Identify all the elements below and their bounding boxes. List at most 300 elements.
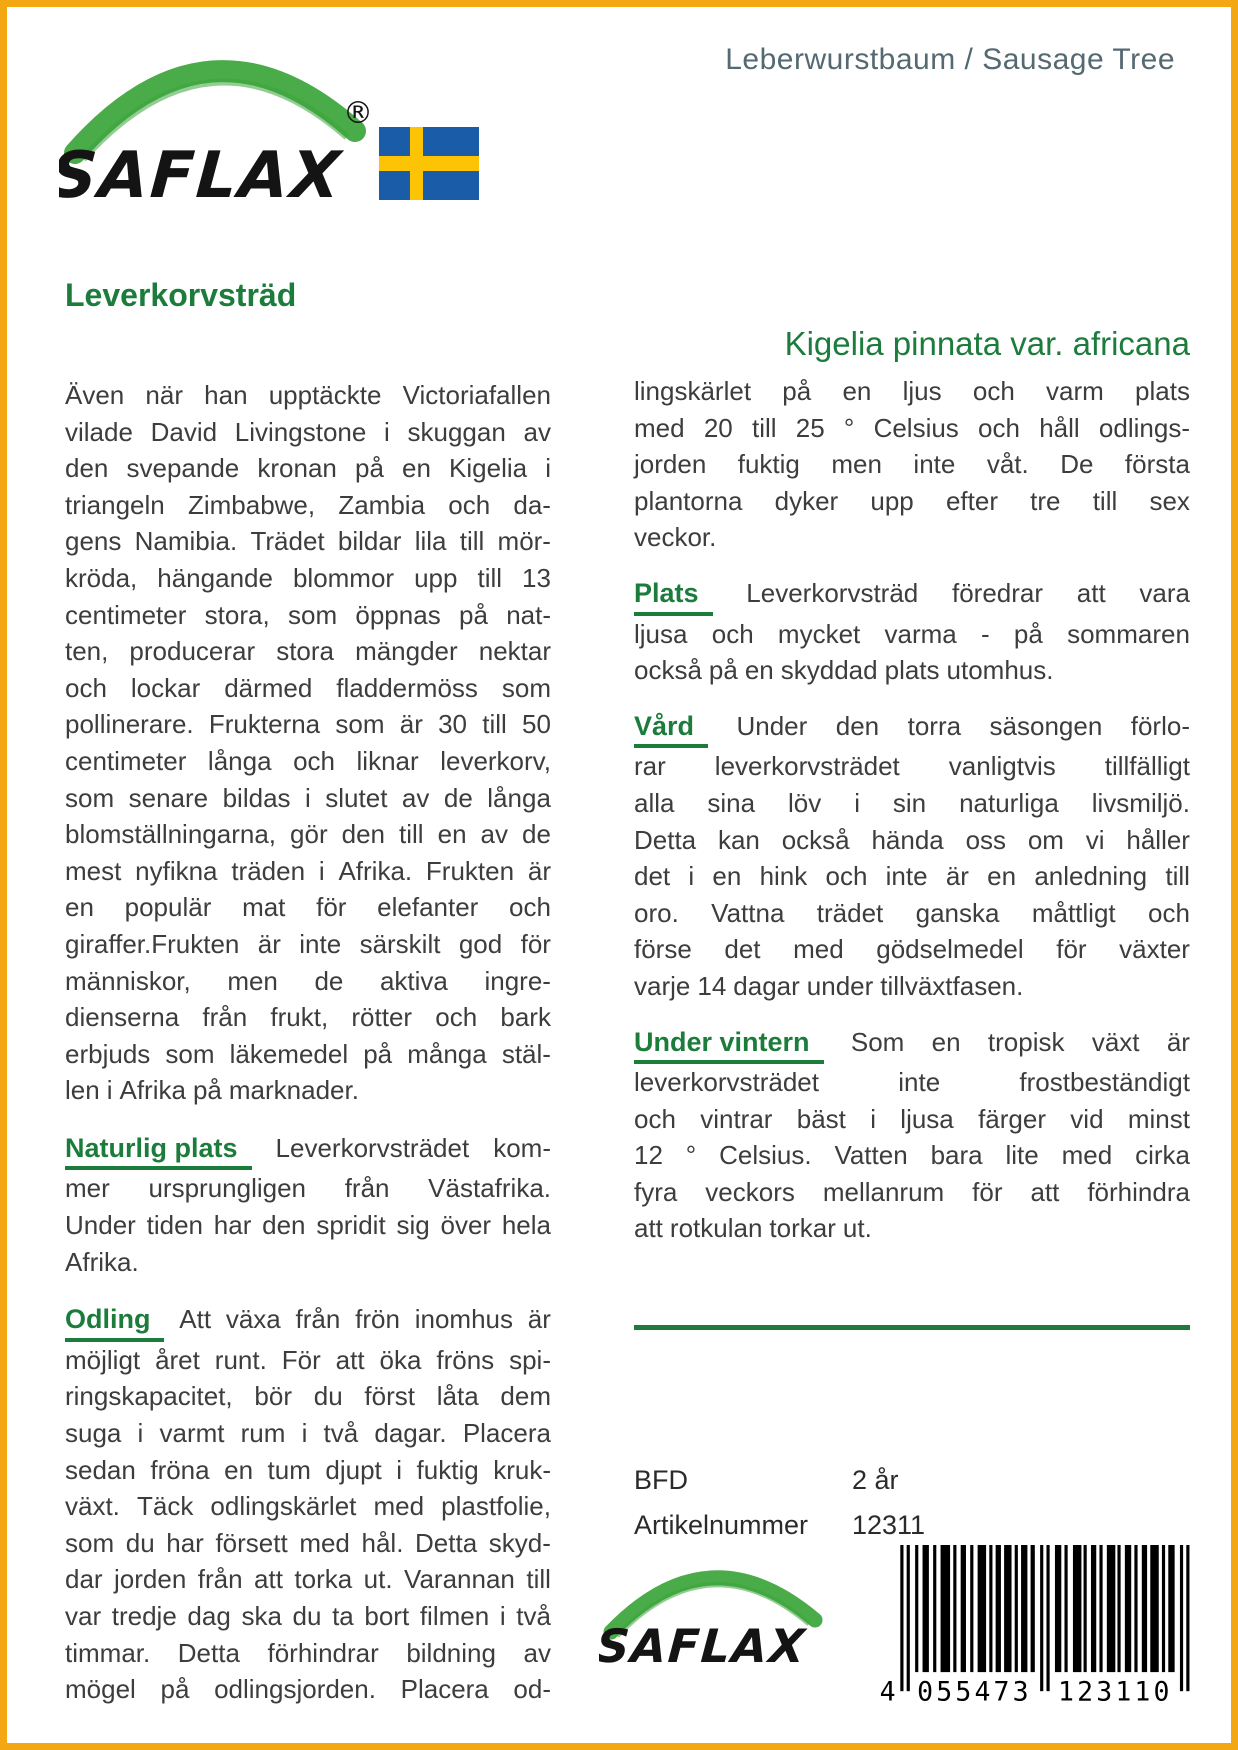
word: vanligtvis <box>948 751 1056 782</box>
word: Placera <box>400 1674 489 1705</box>
artikelnummer-value: 12311 <box>852 1510 926 1540</box>
word: populär <box>124 892 212 923</box>
word: löv <box>788 787 822 818</box>
text-line <box>65 633 551 670</box>
word: var <box>65 1601 102 1631</box>
word: mängder <box>355 636 458 667</box>
word: sommaren <box>1067 618 1190 649</box>
word: en <box>437 819 467 850</box>
word: på <box>354 453 384 484</box>
section-heading: Odling <box>65 1301 164 1342</box>
word: i <box>396 1454 403 1485</box>
text-line <box>65 1452 551 1489</box>
word: spi- <box>509 1344 551 1375</box>
word: håller <box>1126 824 1190 855</box>
word: är <box>527 1304 551 1335</box>
word: len <box>65 1075 100 1106</box>
word: gödselmedel <box>876 934 1024 965</box>
word: Leverkorvsträd <box>746 577 919 608</box>
word: till <box>1092 485 1118 516</box>
word: ten, <box>65 636 109 667</box>
word: da- <box>513 489 551 520</box>
saflax-logo-graphic <box>59 31 374 209</box>
word: måttligt <box>1031 897 1116 928</box>
word: varm <box>1046 376 1104 406</box>
word: en <box>842 376 872 406</box>
text-line <box>65 487 551 524</box>
word: giraffer.Frukten <box>65 928 240 959</box>
word: för <box>316 892 347 923</box>
word: naturliga <box>959 787 1059 818</box>
word: runt. <box>214 1344 267 1375</box>
text-line <box>634 483 1190 520</box>
word: tiden <box>146 1210 203 1241</box>
word: kronan <box>257 453 337 484</box>
word: Kigelia <box>449 453 528 484</box>
word: Även <box>65 380 125 410</box>
word: läkemedel <box>229 1038 349 1069</box>
word: bara <box>930 1140 983 1171</box>
word: leverkorv, <box>440 745 551 776</box>
word: och <box>1148 897 1190 928</box>
word: också <box>634 655 702 686</box>
word: frukt, <box>270 1002 329 1033</box>
word: i <box>318 855 325 886</box>
text-line <box>65 1072 551 1109</box>
saflax-footer-logo-graphic <box>599 1552 824 1670</box>
word: plantorna <box>634 485 743 516</box>
word: inte <box>299 928 342 959</box>
word: vintrar <box>700 1103 773 1134</box>
text-line <box>65 670 551 707</box>
word: oss <box>965 824 1007 855</box>
word: på <box>708 655 738 686</box>
word: anledning <box>1034 861 1148 892</box>
word: fyra <box>634 1176 678 1207</box>
word: pollinerare. <box>65 709 194 740</box>
word: första <box>1124 449 1190 480</box>
word: det <box>724 934 761 965</box>
word: växter <box>1119 934 1190 965</box>
word: ta <box>332 1601 354 1631</box>
word: den <box>65 453 109 484</box>
word: Afrika <box>119 1075 186 1106</box>
sweden-flag-icon <box>379 127 479 200</box>
word: i <box>499 1601 506 1631</box>
word: Vattna <box>711 897 785 928</box>
text-line <box>634 652 1190 689</box>
word: Celsius. <box>719 1140 812 1171</box>
word: som <box>165 1038 215 1069</box>
word: växt. <box>65 1491 120 1522</box>
section-vard <box>634 708 1190 1005</box>
word: långa <box>487 782 551 813</box>
text-line <box>65 780 551 817</box>
word: är <box>945 861 969 892</box>
section-heading: Naturlig plats <box>65 1130 252 1171</box>
word: dienserna <box>65 1002 180 1033</box>
text-line <box>65 743 551 780</box>
word: växt <box>1091 1026 1140 1057</box>
word: rar <box>634 751 666 782</box>
bfd-value: 2 år <box>852 1465 899 1495</box>
word: i <box>106 1075 113 1106</box>
word: blomställningarna, <box>65 819 277 850</box>
barcode-bars <box>900 1545 1189 1691</box>
word: också <box>781 824 850 855</box>
section-heading: Plats <box>634 575 713 616</box>
text-line <box>65 523 551 560</box>
word: den <box>341 819 386 850</box>
word: blommor <box>292 562 395 593</box>
word: han <box>204 380 248 410</box>
text-line <box>65 1415 551 1452</box>
word: liknar <box>356 745 419 776</box>
word: i <box>870 1103 876 1134</box>
word: om <box>1027 824 1064 855</box>
word: filmen <box>419 1601 490 1631</box>
word: har <box>166 1527 204 1558</box>
word: Att <box>179 1304 212 1335</box>
word: För <box>281 1344 321 1375</box>
intro-paragraph <box>65 377 551 1109</box>
word: upp <box>870 485 914 516</box>
word: oro. <box>634 897 679 928</box>
word: det <box>634 861 671 892</box>
word: två <box>516 1601 551 1631</box>
word: ursprungligen <box>148 1173 307 1204</box>
word: håll <box>1039 412 1080 443</box>
word: förhindra <box>1087 1176 1190 1207</box>
word: sig <box>396 1210 430 1241</box>
text-line <box>634 1064 1190 1101</box>
word: är <box>399 709 423 740</box>
word: centimeter <box>65 745 187 776</box>
word: - <box>981 618 990 649</box>
word: med <box>299 1527 350 1558</box>
word: kom- <box>493 1132 551 1163</box>
word: 50 <box>522 709 551 740</box>
section-heading: Vård <box>634 708 708 749</box>
text-line <box>65 926 551 963</box>
divider-rule <box>634 1325 1190 1330</box>
word: alla <box>634 787 675 818</box>
word: ljus <box>902 376 942 406</box>
text-line <box>634 895 1190 932</box>
word: rum <box>240 1418 286 1449</box>
word: och <box>65 672 107 703</box>
word: god <box>458 928 503 959</box>
word: av <box>523 416 551 447</box>
word: 14 <box>697 970 727 1001</box>
word: plastfolie, <box>441 1491 551 1522</box>
word: tum <box>267 1454 311 1485</box>
text-line <box>65 1378 551 1415</box>
word: till <box>477 562 503 593</box>
word: spridit <box>316 1210 386 1241</box>
word: förlo- <box>1130 710 1190 741</box>
ean-barcode <box>879 1545 1197 1706</box>
word: förse <box>634 934 692 965</box>
word: ljusa <box>900 1103 954 1134</box>
text-line <box>634 373 1190 410</box>
word: plats <box>884 655 940 686</box>
word: ljusa <box>634 618 688 649</box>
word: Celsius <box>873 412 959 443</box>
artikelnummer-label: Artikelnummer <box>634 1510 809 1540</box>
word: till <box>526 1564 551 1595</box>
text-line <box>65 1342 551 1379</box>
section-plats <box>634 575 1190 689</box>
word: mycket <box>777 618 861 649</box>
word: marknader. <box>228 1075 359 1106</box>
word: den <box>262 1210 306 1241</box>
word: vi <box>1085 824 1105 855</box>
word: och <box>711 618 754 649</box>
word: ska <box>241 1601 282 1631</box>
word: en <box>402 453 431 484</box>
word: men <box>831 449 882 480</box>
word: till <box>751 412 777 443</box>
word: fuktig <box>737 449 800 480</box>
word: dagar. <box>374 1418 447 1449</box>
word: på <box>160 1674 190 1705</box>
word: försett <box>215 1527 288 1558</box>
text-line <box>65 1561 551 1598</box>
word: kruk- <box>493 1454 551 1485</box>
word: öppnas <box>355 599 441 630</box>
word: inomhus <box>414 1304 514 1335</box>
word: många <box>407 1038 487 1069</box>
text-line <box>65 706 551 743</box>
word: 13 <box>522 562 551 593</box>
text-line <box>634 1024 1190 1065</box>
word: på <box>363 1038 393 1069</box>
section-odling <box>65 1301 551 1708</box>
word: sex <box>1149 485 1190 516</box>
word: hängande <box>157 562 273 593</box>
word: stora, <box>204 599 270 630</box>
word: fröns <box>436 1344 495 1375</box>
word: gens <box>65 526 122 557</box>
text-line <box>65 414 551 451</box>
text-line <box>634 519 1190 556</box>
word: torka <box>294 1564 353 1595</box>
word: människor, <box>65 965 191 996</box>
text-line <box>65 1301 551 1342</box>
word: Leverkorvsträdet <box>275 1132 470 1163</box>
text-line <box>65 853 551 890</box>
word: Under <box>65 1210 136 1241</box>
word: på <box>782 376 812 406</box>
word: i <box>688 861 695 892</box>
word: ringskapacitet, <box>65 1381 233 1412</box>
word: Varannan <box>404 1564 515 1595</box>
word: i <box>545 453 551 484</box>
text-line <box>634 708 1190 749</box>
word: för <box>1056 934 1087 965</box>
word: mer <box>65 1173 110 1204</box>
word: trädet <box>816 897 884 928</box>
word: fröna <box>150 1454 210 1485</box>
word: ° <box>843 412 855 443</box>
word: aktiva <box>379 965 448 996</box>
word: långa <box>207 745 272 776</box>
word: som <box>287 599 338 630</box>
word: för <box>520 928 551 959</box>
product-title-header: Leberwurstbaum / Sausage Tree <box>725 43 1175 76</box>
word: vilade <box>65 416 133 447</box>
word: 12 <box>634 1140 663 1171</box>
word: och <box>509 892 551 923</box>
word: Livingstone <box>234 416 367 447</box>
barcode-digit-prefix: 4 <box>879 1676 896 1706</box>
word: du <box>125 1527 155 1558</box>
saflax-footer-logo <box>599 1552 824 1670</box>
text-line <box>634 446 1190 483</box>
word: bildar <box>337 526 402 557</box>
word: mellanrum <box>822 1176 945 1207</box>
flag-horizontal-bar <box>379 156 479 171</box>
word: färger <box>978 1103 1046 1134</box>
word: torra <box>907 710 962 741</box>
word: sina <box>707 787 756 818</box>
text-line <box>65 1130 551 1171</box>
word: cirka <box>1135 1140 1190 1171</box>
word: därmed <box>224 672 313 703</box>
word: som <box>501 672 551 703</box>
word: växa <box>225 1304 281 1335</box>
word: vid <box>1070 1103 1104 1134</box>
text-line <box>634 822 1190 859</box>
word: dagar <box>733 970 800 1001</box>
word: hela <box>501 1210 551 1241</box>
word: veckors <box>705 1176 795 1207</box>
word: Zimbabwe, <box>187 489 316 520</box>
word: de <box>314 965 344 996</box>
word: särskilt <box>359 928 441 959</box>
text-line <box>634 616 1190 653</box>
word: bäst <box>796 1103 846 1134</box>
text-line <box>634 1137 1190 1174</box>
word: låta <box>436 1381 479 1412</box>
left-text-column <box>65 275 551 1708</box>
word: plats <box>1135 376 1190 406</box>
text-line <box>65 377 551 414</box>
word: bör <box>254 1381 292 1412</box>
word: av <box>401 782 430 813</box>
word: möjligt <box>65 1344 141 1375</box>
word: på <box>1013 618 1043 649</box>
word: Under <box>736 710 808 741</box>
word: lingskärlet <box>634 376 752 406</box>
text-line <box>65 560 551 597</box>
word: triangeln <box>65 489 165 520</box>
botanical-name-title: Kigelia pinnata var. africana <box>784 325 1190 362</box>
word: en <box>65 892 94 923</box>
word: inte <box>913 449 956 480</box>
word: under <box>806 970 874 1001</box>
word: efter <box>945 485 998 516</box>
word: den <box>835 710 880 741</box>
word: av <box>523 1637 551 1668</box>
saflax-logo <box>59 31 374 209</box>
word: Som <box>850 1026 905 1057</box>
text-line <box>65 1488 551 1525</box>
word: du <box>292 1601 322 1631</box>
word: erbjuds <box>65 1038 151 1069</box>
word: Vatten <box>834 1140 908 1171</box>
text-line <box>634 748 1190 785</box>
word: svepande <box>126 453 240 484</box>
word: jorden <box>114 1564 187 1595</box>
word: odlings- <box>1098 412 1190 443</box>
text-line <box>65 450 551 487</box>
word: att <box>1076 577 1106 608</box>
word: som <box>65 782 115 813</box>
word: nektar <box>478 636 551 667</box>
word: fladdermöss <box>336 672 478 703</box>
word: två <box>323 1418 359 1449</box>
text-line <box>65 1207 551 1244</box>
word: ut. <box>842 1213 872 1244</box>
word: odlingsjorden. <box>214 1674 376 1705</box>
word: en <box>224 1454 254 1485</box>
word: de <box>443 782 473 813</box>
word: en <box>931 1026 961 1057</box>
word: från <box>202 1002 248 1033</box>
word: till <box>482 709 507 740</box>
word: Placera <box>462 1418 551 1449</box>
word: en <box>987 861 1017 892</box>
word: skyd- <box>488 1527 551 1558</box>
word: är <box>527 855 551 886</box>
word: inte <box>885 861 928 892</box>
word: ingre- <box>484 965 551 996</box>
word: men <box>227 965 278 996</box>
word: till <box>459 526 485 557</box>
word: på <box>458 599 488 630</box>
word: varmt <box>159 1418 225 1449</box>
word: od- <box>513 1674 551 1705</box>
word: som <box>335 709 385 740</box>
word: rotkulan <box>669 1213 763 1244</box>
word: bark <box>500 1002 551 1033</box>
word: dar <box>65 1564 103 1595</box>
word: dyker <box>774 485 839 516</box>
text-line <box>634 1174 1190 1211</box>
text-line <box>634 931 1190 968</box>
word: Detta <box>634 824 697 855</box>
text-line <box>65 1170 551 1207</box>
word: Zambia <box>338 489 426 520</box>
text-line <box>634 858 1190 895</box>
word: när <box>145 380 183 410</box>
word: timmar. <box>65 1637 151 1668</box>
word: gör <box>290 819 328 850</box>
word: året <box>155 1344 200 1375</box>
word: vara <box>1139 577 1190 608</box>
detail-row-bfd <box>634 1465 1104 1510</box>
word: och <box>972 376 1015 406</box>
word: av <box>480 819 509 850</box>
word: säsongen <box>989 710 1103 741</box>
word: och <box>978 412 1020 443</box>
word: rötter <box>351 1002 413 1033</box>
page-title: Leverkorvsträd <box>65 277 297 313</box>
continued-paragraph <box>634 373 1190 556</box>
brand-wordmark: SAFLAX <box>59 139 345 209</box>
